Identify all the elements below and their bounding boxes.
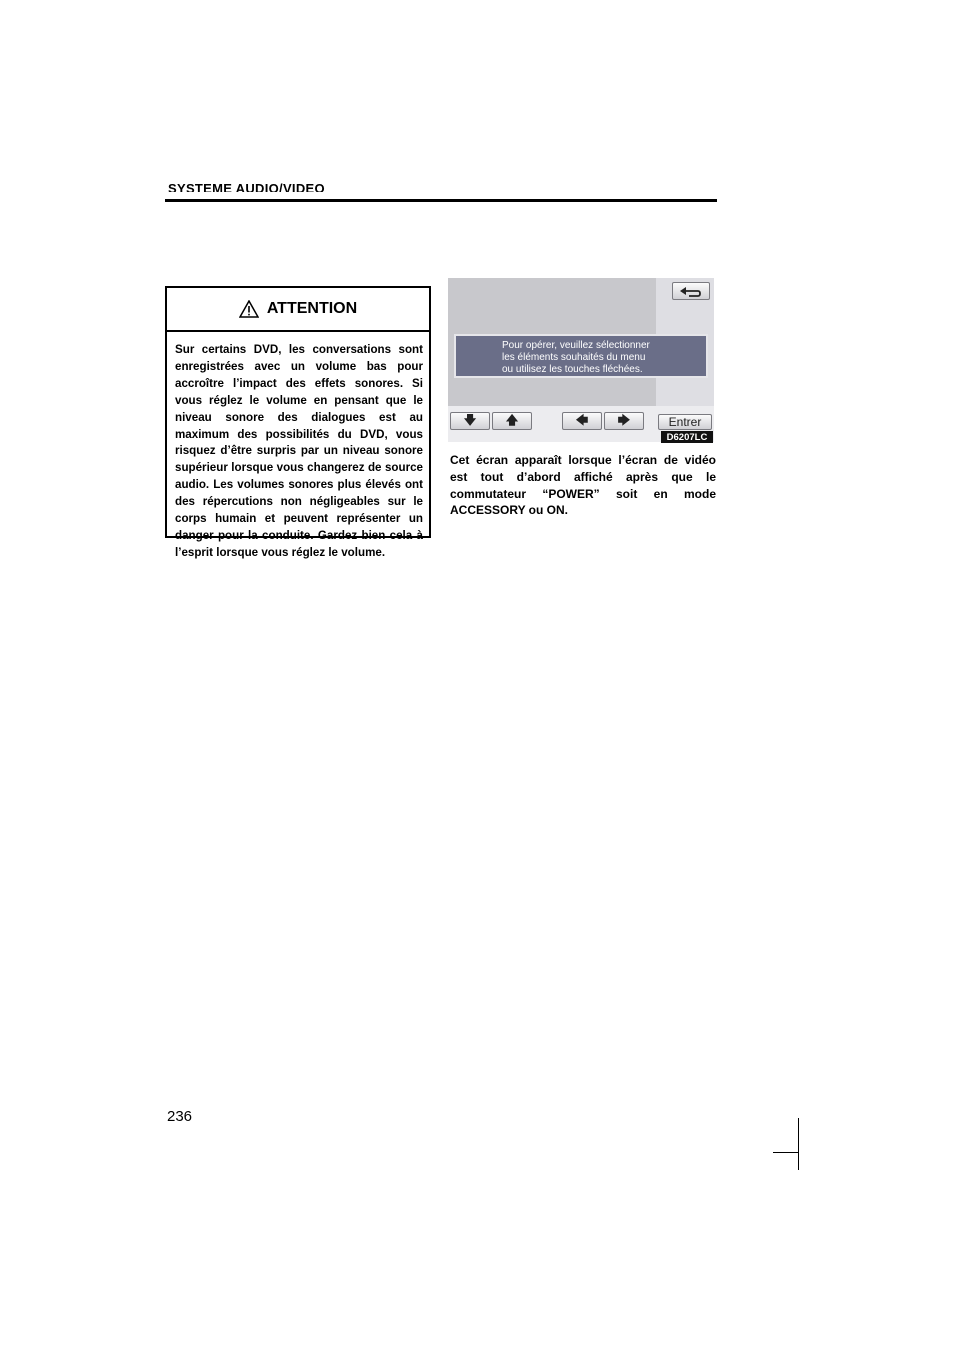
left-arrow-icon: 🡄 [575, 412, 589, 427]
instruction-dialog [454, 334, 708, 378]
header-rule [165, 199, 717, 202]
dialog-line-3: ou utilisez les touches fléchées. [502, 364, 643, 375]
warning-box [165, 286, 431, 559]
figure-caption: Cet écran apparaît lorsque l’écran de vidéo est tout d’abord affiché après que le commutateur “POWER” soit en mode ACCESSORY ou ON. [450, 453, 716, 518]
crop-mark-horizontal [773, 1152, 799, 1153]
warning-heading [167, 288, 429, 332]
down-arrow-button[interactable] [450, 412, 490, 430]
up-arrow-button[interactable] [492, 412, 532, 430]
dvd-screen-illustration [448, 278, 714, 442]
warning-heading-text: ATTENTION [266, 300, 358, 317]
enter-button[interactable] [658, 414, 712, 430]
dialog-line-1: Pour opérer, veuillez sélectionner [502, 340, 650, 351]
section-header-title: SYSTEME AUDIO/VIDEO [168, 181, 325, 192]
return-arrow-icon [680, 286, 702, 297]
crop-mark-vertical [798, 1118, 799, 1170]
up-arrow-icon: 🡅 [505, 412, 519, 427]
page-number: 236 [167, 1108, 193, 1125]
return-button[interactable] [672, 282, 710, 300]
right-arrow-icon: 🡆 [617, 412, 631, 427]
warning-triangle-icon [239, 300, 259, 318]
warning-body-text: Sur certains DVD, les conversations sont enregistrées avec un volume bas pour accroître l’impact des effets sonores. Si vous réglez le volume en pensant que le niveau sonore des dialogues est au maximum des possibilités du DVD, vous risquez d’être surpris par un niveau sonore supérieur lorsque vous changerez de source audio. Les volumes sonores plus élevés ont des répercutions non négligeables sur le corps humain et peuvent représenter un danger pour la conduite. Gardez bien cela à l’esprit lorsque vous réglez le volume. [175, 343, 423, 559]
enter-button-label: Entrer [668, 415, 702, 429]
right-arrow-button[interactable] [604, 412, 644, 430]
dialog-line-2: les éléments souhaités du menu [502, 352, 646, 363]
down-arrow-icon: 🡇 [463, 412, 477, 427]
left-arrow-button[interactable] [562, 412, 602, 430]
figure-code: D6207LC [661, 431, 713, 443]
